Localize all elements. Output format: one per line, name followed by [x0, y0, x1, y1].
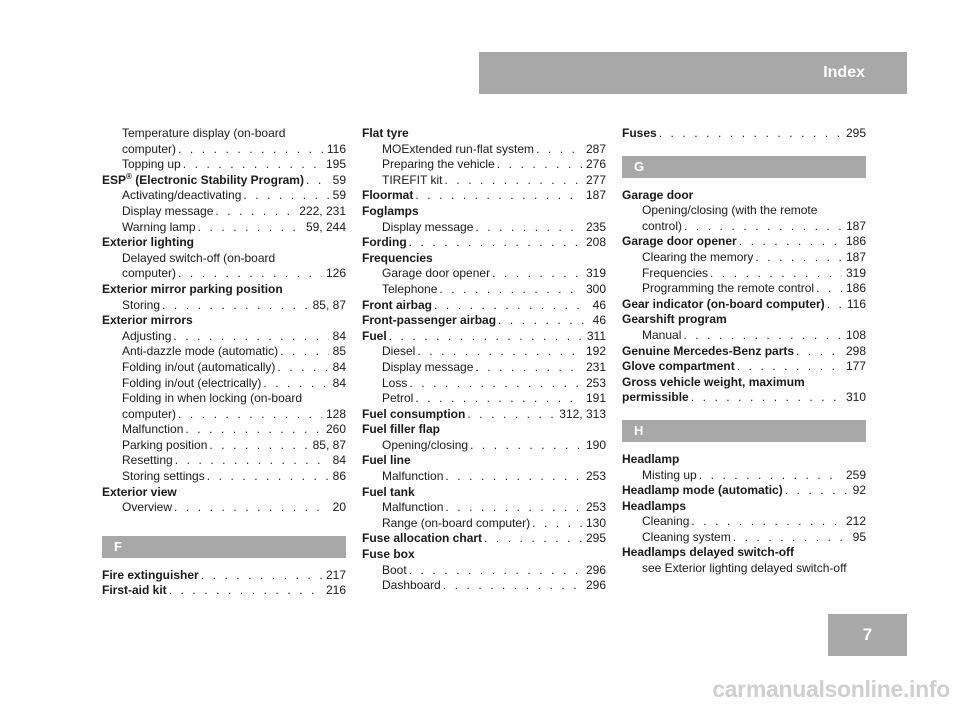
index-heading: Fuse box [362, 547, 415, 562]
index-entry[interactable]: Adjusting . . . 84 [102, 329, 346, 345]
index-entry[interactable]: Misting up . . . 259 [622, 468, 866, 484]
index-entry[interactable]: Fording . . . 208 [362, 235, 606, 251]
index-heading: Fuel filler flap [362, 422, 441, 437]
page-number: 7 [862, 625, 873, 644]
index-entry[interactable]: Headlamp mode (automatic) . . . 92 [622, 483, 866, 499]
index-entry[interactable]: Garage door opener . . . 319 [362, 266, 606, 282]
index-entry[interactable]: Programming the remote control . . . 186 [622, 281, 866, 297]
section-letter-g: G [622, 156, 866, 178]
index-entry[interactable]: TIREFIT kit . . . 277 [362, 173, 606, 189]
index-entry[interactable]: Warning lamp . . . 59, 244 [102, 220, 346, 236]
index-entry[interactable]: Display message . . . 235 [362, 220, 606, 236]
index-entry[interactable]: First-aid kit . . . 216 [102, 583, 346, 599]
index-entry[interactable]: MOExtended run-flat system . . . 287 [362, 142, 606, 158]
index-entry[interactable]: Telephone . . . 300 [362, 282, 606, 298]
index-entry[interactable]: Folding in/out (electrically) . . . 84 [102, 376, 346, 392]
index-entry[interactable]: Loss . . . 253 [362, 376, 606, 392]
index-entry[interactable]: Fuel consumption . . . 312, 313 [362, 407, 606, 423]
index-entry[interactable]: control) . . . 187 [622, 219, 866, 235]
index-entry-esp[interactable]: ESP® (Electronic Stability Program) . . . 59 [102, 173, 346, 189]
section-letter-f: F [102, 536, 346, 558]
index-entry[interactable]: Topping up . . . 195 [102, 157, 346, 173]
section-letter-h: H [622, 420, 866, 442]
index-column-2 [362, 126, 606, 594]
index-heading: Exterior mirror parking position [102, 281, 283, 296]
index-heading: Frequencies [362, 250, 433, 265]
index-heading: Headlamps [622, 498, 687, 513]
index-entry[interactable]: Fuse allocation chart . . . 295 [362, 531, 606, 547]
index-heading: Headlamp [622, 451, 680, 466]
index-header-title: Index [823, 64, 865, 81]
index-entry[interactable]: Display message . . . 231 [362, 360, 606, 376]
index-entry[interactable]: Overview . . . 20 [102, 500, 346, 516]
index-entry[interactable]: Floormat . . . 187 [362, 188, 606, 204]
index-heading: Fuel tank [362, 484, 415, 499]
index-line: Opening/closing (with the remote [642, 203, 818, 218]
index-heading: Fuel line [362, 453, 411, 468]
index-entry[interactable]: Dashboard . . . 296 [362, 578, 606, 594]
index-entry[interactable]: Boot . . . 296 [362, 563, 606, 579]
index-entry[interactable]: Gear indicator (on-board computer) . . . 116 [622, 297, 866, 313]
index-entry[interactable]: Anti-dazzle mode (automatic) . . . 85 [102, 344, 346, 360]
index-entry[interactable]: Clearing the memory . . . 187 [622, 250, 866, 266]
index-column-3 [622, 126, 866, 577]
index-entry[interactable]: Malfunction . . . 260 [102, 422, 346, 438]
index-entry[interactable]: Petrol . . . 191 [362, 391, 606, 407]
index-entry[interactable]: Diesel . . . 192 [362, 344, 606, 360]
index-heading: Exterior view [102, 484, 177, 499]
index-entry[interactable]: Resetting . . . 84 [102, 453, 346, 469]
index-entry[interactable]: Malfunction . . . 253 [362, 469, 606, 485]
index-entry[interactable]: Storing . . . 85, 87 [102, 298, 346, 314]
index-heading: Gearshift program [622, 312, 727, 327]
index-line: see Exterior lighting delayed switch-off [642, 561, 847, 576]
index-entry[interactable]: computer) . . . 128 [102, 407, 346, 423]
index-line: Folding in when locking (on-board [122, 391, 303, 406]
index-entry[interactable]: Malfunction . . . 253 [362, 500, 606, 516]
index-entry[interactable]: Fuses . . . 295 [622, 126, 866, 142]
index-entry[interactable]: Opening/closing . . . 190 [362, 438, 606, 454]
index-heading: Gross vehicle weight, maximum [622, 374, 805, 389]
index-entry[interactable]: Frequencies . . . 319 [622, 266, 866, 282]
index-line: Delayed switch-off (on-board [122, 250, 276, 265]
index-entry[interactable]: permissible . . . 310 [622, 390, 866, 406]
index-header-tab [479, 52, 907, 94]
index-heading: Headlamps delayed switch-off [622, 545, 795, 560]
index-heading: Exterior lighting [102, 235, 195, 250]
index-heading: Exterior mirrors [102, 313, 193, 328]
index-entry[interactable]: Display message . . . 222, 231 [102, 204, 346, 220]
index-entry[interactable]: Front-passenger airbag . . . 46 [362, 313, 606, 329]
index-entry[interactable]: Glove compartment . . . 177 [622, 359, 866, 375]
index-entry[interactable]: Cleaning . . . 212 [622, 514, 866, 530]
index-entry[interactable]: Storing settings . . . 86 [102, 469, 346, 485]
index-entry[interactable]: computer) . . . 116 [102, 142, 346, 158]
index-entry[interactable]: Fire extinguisher . . . 217 [102, 568, 346, 584]
watermark-text: carmanualsonline.info [712, 676, 950, 702]
index-entry[interactable]: Folding in/out (automatically) . . . 84 [102, 360, 346, 376]
index-entry[interactable]: Parking position . . . 85, 87 [102, 438, 346, 454]
index-entry[interactable]: Range (on-board computer) . . . 130 [362, 516, 606, 532]
index-heading: Flat tyre [362, 126, 409, 140]
index-entry[interactable]: Activating/deactivating . . . 59 [102, 188, 346, 204]
index-entry[interactable]: Garage door opener . . . 186 [622, 234, 866, 250]
index-entry[interactable]: Cleaning system . . . 95 [622, 530, 866, 546]
index-heading: Garage door [622, 187, 694, 202]
index-entry[interactable]: Preparing the vehicle . . . 276 [362, 157, 606, 173]
index-line: Temperature display (on-board [122, 126, 286, 140]
index-entry[interactable]: Genuine Mercedes-Benz parts . . . 298 [622, 344, 866, 360]
index-entry[interactable]: Manual . . . 108 [622, 328, 866, 344]
index-heading: Foglamps [362, 203, 419, 218]
page-number-tab [828, 614, 907, 656]
index-entry[interactable]: computer) . . . 126 [102, 266, 346, 282]
index-column-1 [102, 126, 346, 599]
index-entry[interactable]: Fuel . . . 311 [362, 329, 606, 345]
index-entry[interactable]: Front airbag . . . 46 [362, 298, 606, 314]
